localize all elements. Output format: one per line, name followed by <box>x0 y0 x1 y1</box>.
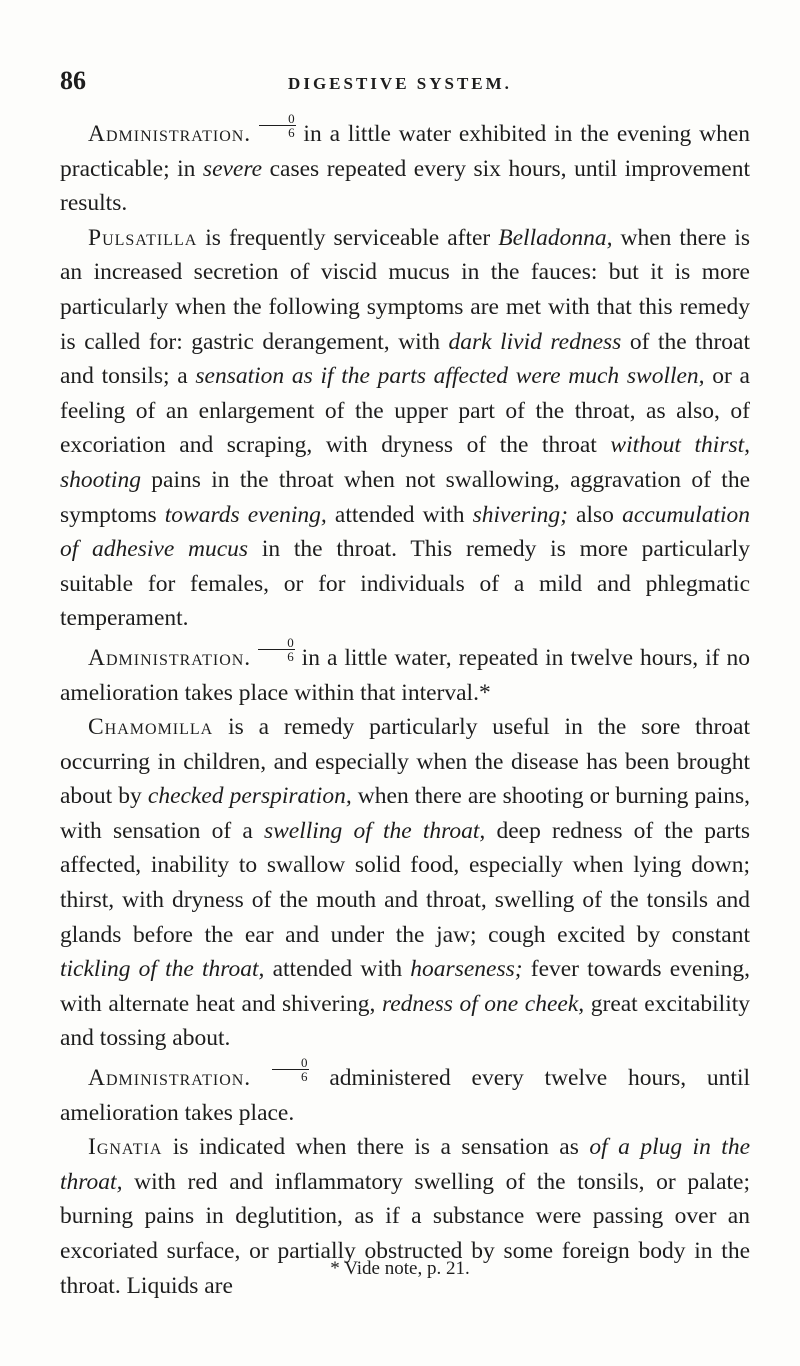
dose-fraction: $\frac{0}{6}$ <box>272 1056 309 1083</box>
running-title: DIGESTIVE SYSTEM. <box>288 74 512 93</box>
paragraph-administration-1: Administration. $\frac{0}{6}$ in a little water exhibited in the evening when practicable; in severe cases repeated every six hours, until improvement results. <box>60 111 751 217</box>
page-number: 86 <box>60 66 86 95</box>
paragraph-pulsatilla: Pulsatilla is frequently serviceable after Belladonna, when there is an increased secretion of viscid mucus in the fauces: but it is more particularly when the following symptoms are met with that this remedy is called for: gastric derangement, with dark livid redness of the throat and tonsils; a sensation as if the parts affected were much swollen, or a feeling of an enlargement of the upper part of the throat, as also, of excoriation and scraping, with dryness of the throat without thirst, shooting pains in the throat when not swallowing, aggravation of the symptoms towards evening, attended with shivering; also accumulation of adhesive mucus in the throat. This remedy is more particularly suitable for females, or for individuals of a mild and phlegmatic temperament. <box>60 224 751 632</box>
paragraph-administration-3: Administration. $\frac{0}{6}$ administered every twelve hours, until amelioration takes place. <box>60 1055 751 1126</box>
section-lead: Administration. <box>88 644 252 671</box>
paragraph-ignatia: Ignatia is indicated when there is a sensation as of a plug in the throat, with red and inflammatory swelling of the tonsils, or palate; burning pains in deglutition, as if a substance were passing over an excoriated surface, or partially obstructed by some foreign body in the throat. Liquids are <box>60 1134 751 1299</box>
remedy-name: Ignatia <box>88 1134 163 1161</box>
body-text <box>60 112 750 1303</box>
dose-fraction: $\frac{0}{6}$ <box>258 636 295 663</box>
paragraph-chamomilla: Chamomilla is a remedy particularly useful in the sore throat occurring in children, and especially when the disease has been brought about by checked perspiration, when there are shooting or burning pains, with sensation of a swelling of the throat, deep redness of the parts affected, inability to swallow solid food, especially when lying down; thirst, with dryness of the mouth and throat, swelling of the tonsils and glands before the ear and under the jaw; cough excited by constant tickling of the throat, attended with hoarseness; fever towards evening, with alternate heat and shivering, redness of one cheek, great excitability and tossing about. <box>60 714 751 1052</box>
footnote: * Vide note, p. 21. <box>330 1258 470 1279</box>
section-lead: Administration. <box>88 1065 252 1092</box>
dose-fraction: $\frac{0}{6}$ <box>259 112 296 139</box>
paragraph-administration-2: Administration. $\frac{0}{6}$ in a little water, repeated in twelve hours, if no amelioration takes place within that interval.* <box>60 634 750 706</box>
remedy-name: Pulsatilla <box>88 224 198 251</box>
remedy-name: Chamomilla <box>88 714 214 741</box>
section-lead: Administration. <box>88 121 252 147</box>
